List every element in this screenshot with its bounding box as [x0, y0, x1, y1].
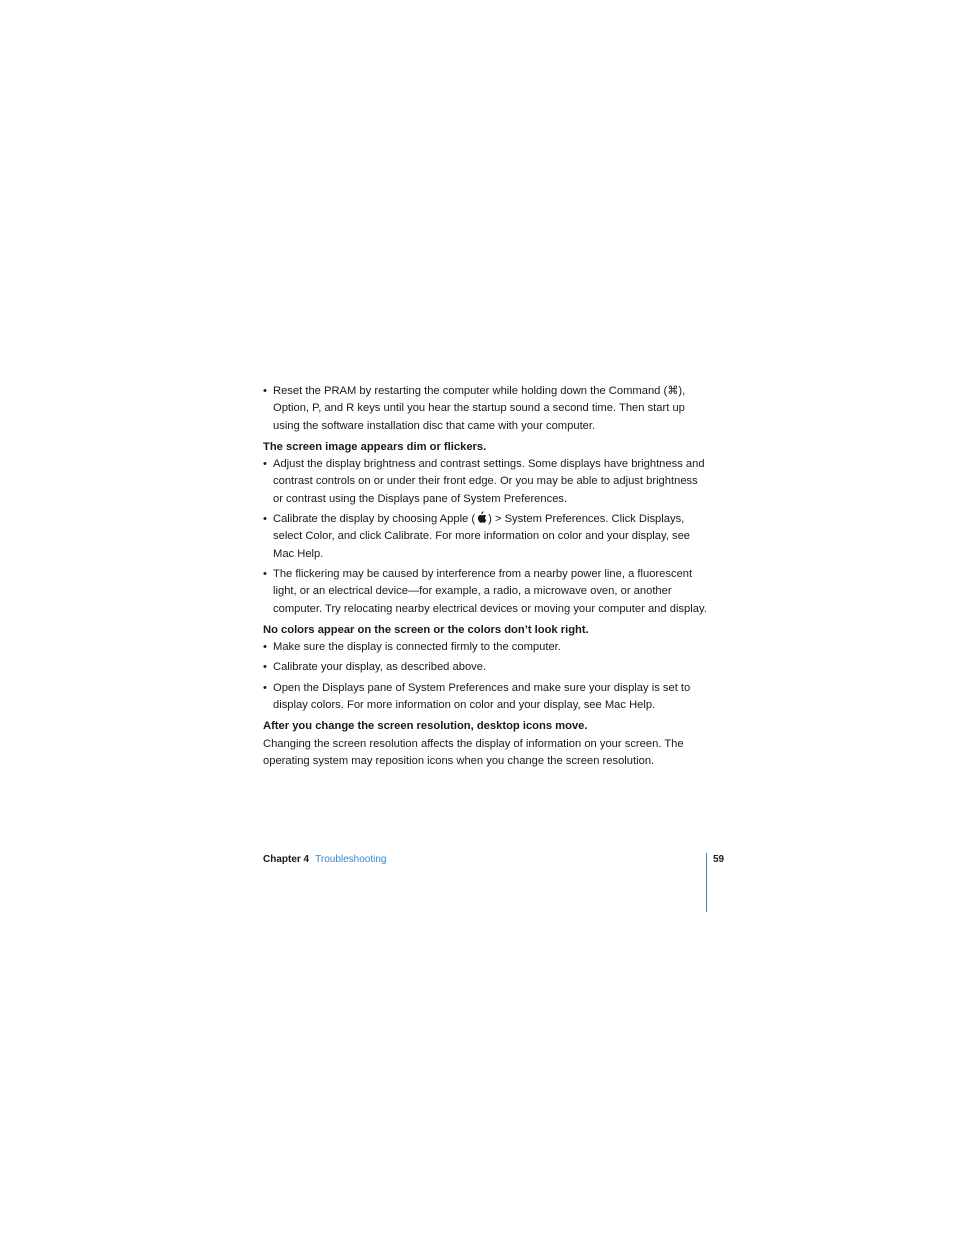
chapter-title-link[interactable]: Troubleshooting [315, 854, 387, 865]
section-heading-resolution: After you change the screen resolution, desktop icons move. [263, 720, 588, 733]
list-item-text-start: Calibrate the display by choosing Apple ( [273, 513, 476, 526]
page-content [263, 383, 708, 770]
list-item [263, 659, 708, 676]
list-item-text: Reset the PRAM by restarting the computer while holding down the Command (⌘), Option, P, and R keys until you hear the startup sound a second time. Then start up using the software installation disc that came with your computer. [273, 385, 686, 432]
list-item [263, 511, 708, 563]
page-footer [263, 852, 386, 868]
bullet: • [263, 661, 267, 674]
list-item-text: The flickering may be caused by interference from a nearby power line, a fluorescent light, or an electrical device—for example, a radio, a microwave oven, or another computer. Try relocating nearby electrical devices or moving your computer and display. [273, 567, 707, 615]
list-item-text: Open the Displays pane of System Preferences and make sure your display is set to display colors. For more information on color and your display, see Mac Help. [273, 681, 691, 712]
apple-logo-icon [476, 511, 487, 524]
list-item-text: Adjust the display brightness and contrast settings. Some displays have brightness and contrast controls on or under their front edge. Or you may be able to adjust brightness or contrast using the Displays pane of System Preferences. [273, 458, 705, 505]
footer-divider [706, 853, 707, 912]
section-heading-dim-flicker: The screen image appears dim or flickers. [263, 440, 487, 453]
list-item-text-end: ) > System Preferences. Click Displays, select Color, and click Calibrate. For more information on color and your display, see Mac Help. [273, 513, 691, 560]
section-paragraph: Changing the screen resolution affects the display of information on your screen. The operating system may reposition icons when you change the screen resolution. [263, 737, 684, 767]
list-item [263, 566, 708, 618]
list-item [263, 456, 708, 508]
bullet: • [263, 513, 267, 526]
list-item [263, 639, 708, 656]
list-item [263, 383, 708, 435]
list-item-text: Make sure the display is connected firmly to the computer. [273, 641, 561, 654]
list-item [263, 680, 708, 715]
list-item-text: Calibrate your display, as described above. [273, 661, 487, 674]
page-number: 59 [713, 854, 725, 865]
bullet: • [263, 681, 267, 694]
chapter-label: Chapter 4 [263, 854, 310, 865]
bullet: • [263, 641, 267, 654]
bullet: • [263, 385, 267, 397]
bullet: • [263, 458, 267, 471]
bullet: • [263, 567, 267, 580]
section-heading-no-colors: No colors appear on the screen or the colors don’t look right. [263, 623, 589, 636]
